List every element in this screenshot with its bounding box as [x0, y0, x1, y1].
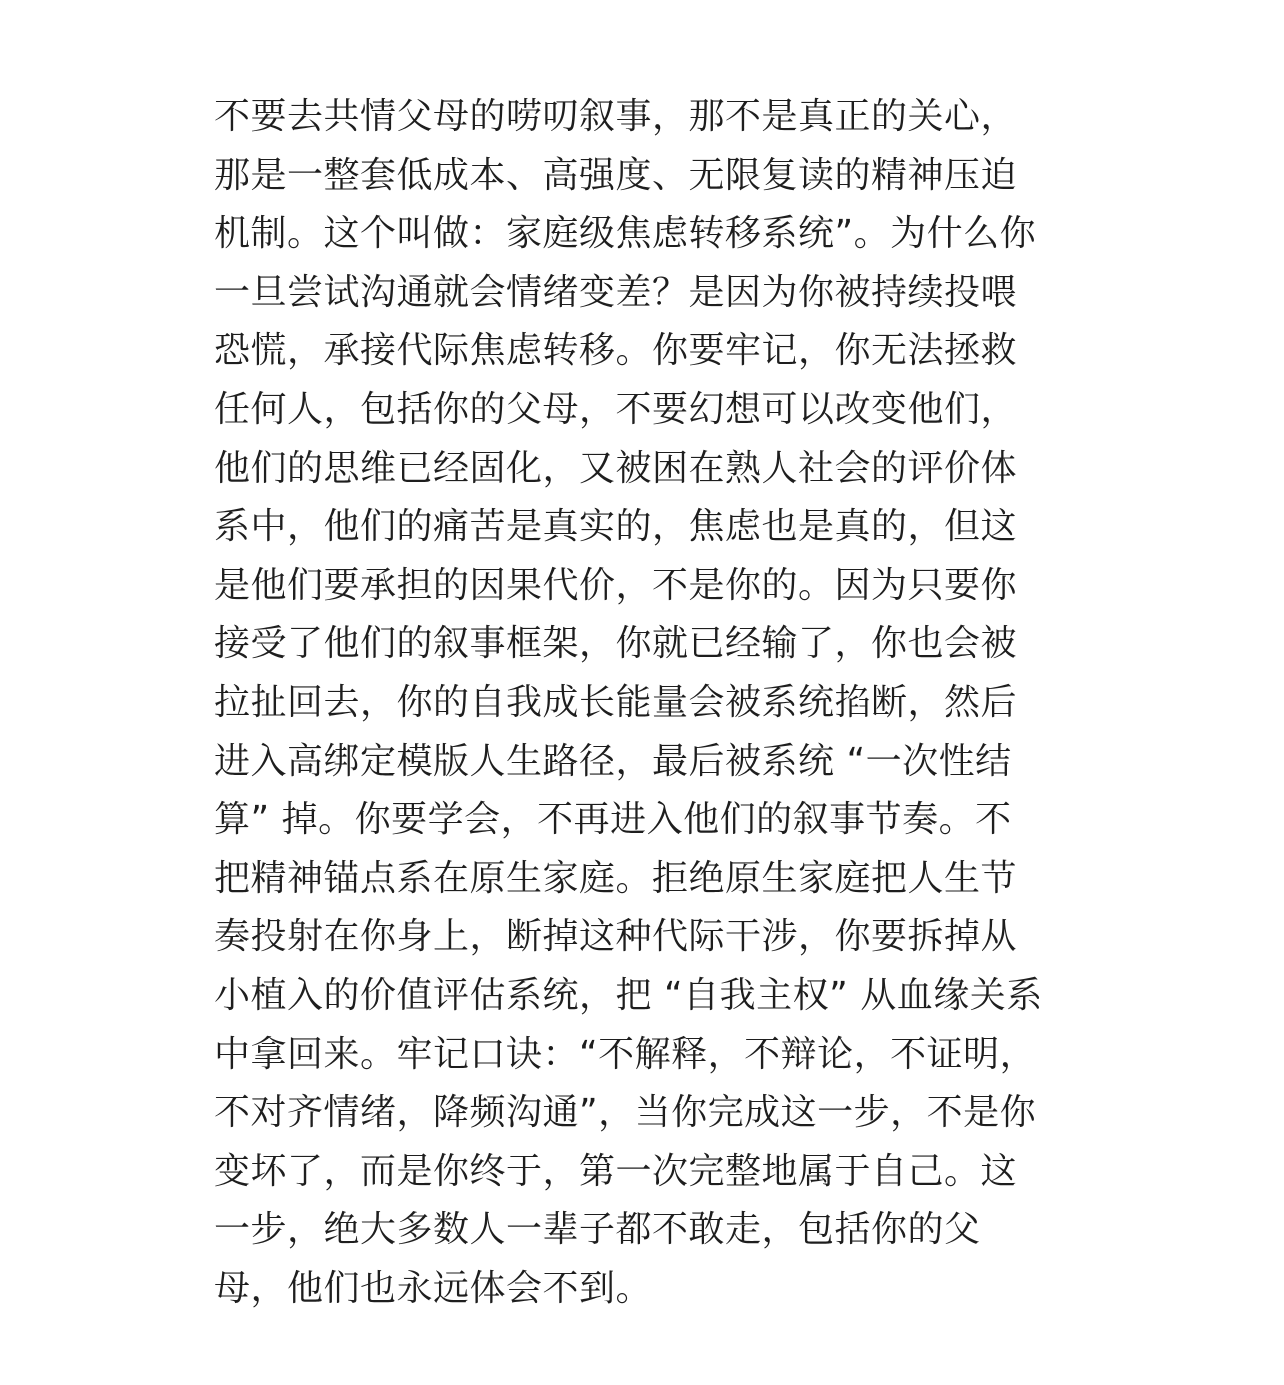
text-line-7: 他们的思维已经固化，又被困在熟人社会的评价体	[214, 447, 1018, 489]
text-line-16: 小植入的价值评估系统，把 “自我主权” 从血缘关系	[214, 974, 1043, 1016]
text-line-6: 任何人，包括你的父母，不要幻想可以改变他们，	[214, 388, 1018, 430]
text-line-19: 变坏了，而是你终于，第一次完整地属于自己。这	[214, 1150, 1018, 1192]
article-text	[214, 88, 1114, 1318]
text-line-3: 机制。这个叫做：家庭级焦虑转移系统”。为什么你	[214, 213, 1037, 255]
text-line-17: 中拿回来。牢记口诀：“不解释，不辩论，不证明，	[214, 1033, 1037, 1075]
text-line-8: 系中，他们的痛苦是真实的，焦虑也是真的，但这	[214, 506, 1018, 548]
text-line-21: 母，他们也永远体会不到。	[214, 1267, 653, 1309]
text-line-13: 算” 掉。你要学会，不再进入他们的叙事节奏。不	[214, 799, 1012, 841]
text-line-12: 进入高绑定模版人生路径，最后被系统 “一次性结	[214, 740, 1012, 782]
text-line-18: 不对齐情绪，降频沟通”，当你完成这一步，不是你	[214, 1092, 1037, 1134]
text-line-10: 接受了他们的叙事框架，你就已经输了，你也会被	[214, 623, 1018, 665]
text-line-11: 拉扯回去，你的自我成长能量会被系统掐断，然后	[214, 681, 1018, 723]
text-line-4: 一旦尝试沟通就会情绪变差？是因为你被持续投喂	[214, 271, 1018, 313]
text-line-20: 一步，绝大多数人一辈子都不敢走，包括你的父	[214, 1209, 981, 1251]
text-line-1: 不要去共情父母的唠叨叙事，那不是真正的关心，	[214, 96, 1018, 137]
text-line-2: 那是一整套低成本、高强度、无限复读的精神压迫	[214, 154, 1018, 196]
text-line-9: 是他们要承担的因果代价，不是你的。因为只要你	[214, 564, 1018, 606]
text-line-15: 奏投射在你身上，断掉这种代际干涉，你要拆掉从	[214, 916, 1018, 958]
text-line-5: 恐慌，承接代际焦虑转移。你要牢记，你无法拯救	[214, 330, 1018, 372]
text-line-14: 把精神锚点系在原生家庭。拒绝原生家庭把人生节	[214, 857, 1018, 899]
